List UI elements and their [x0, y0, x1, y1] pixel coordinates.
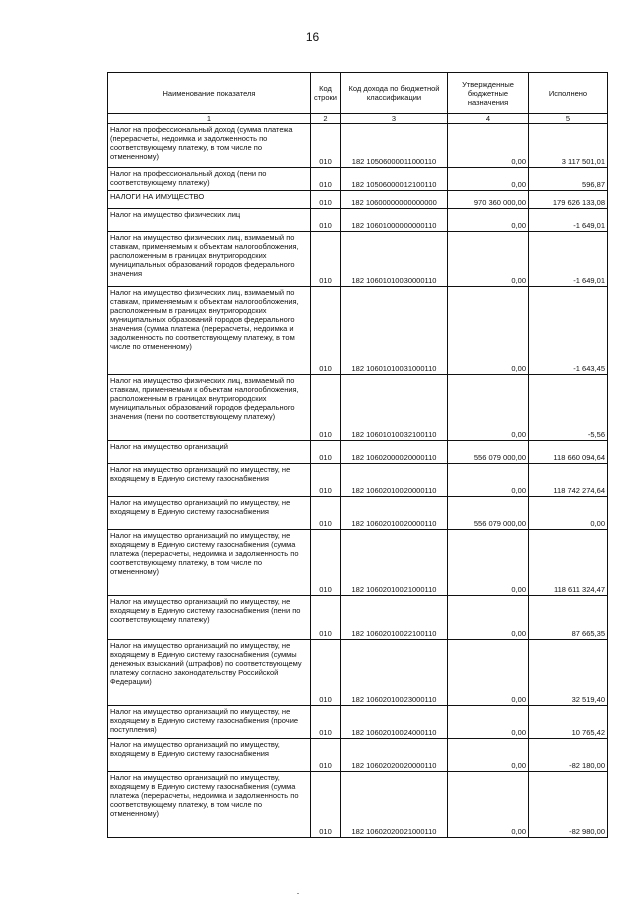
indicator-name: Налог на имущество физических лиц, взимаемый по ставкам, применяемым к объектам налогообложения, расположенным в границах внутригородских муниципальных образований городов федерального значения: [108, 232, 311, 287]
table-row: [108, 191, 608, 209]
table-row: [108, 124, 608, 168]
line-code: 010: [311, 772, 341, 838]
approved-amount: 0,00: [448, 375, 529, 441]
line-code: 010: [311, 287, 341, 375]
approved-amount: 556 079 000,00: [448, 441, 529, 464]
executed-amount: 10 765,42: [529, 706, 608, 739]
approved-amount: 0,00: [448, 640, 529, 706]
column-number: 3: [341, 114, 448, 124]
header-executed: Исполнено: [529, 73, 608, 114]
line-code: 010: [311, 530, 341, 596]
line-code: 010: [311, 191, 341, 209]
executed-amount: 118 660 094,64: [529, 441, 608, 464]
indicator-name: Налог на имущество организаций по имуществу, не входящему в Единую систему газоснабжения (пени по соответствующему платежу): [108, 596, 311, 640]
income-code: 182 10602000020000110: [341, 441, 448, 464]
header-line-code: Код строки: [311, 73, 341, 114]
income-code: 182 10506000011000110: [341, 124, 448, 168]
approved-amount: 0,00: [448, 464, 529, 497]
column-number-row: [108, 114, 608, 124]
report-table: [107, 72, 608, 838]
line-code: 010: [311, 596, 341, 640]
scan-speck: [297, 893, 299, 894]
executed-amount: 3 117 501,01: [529, 124, 608, 168]
line-code: 010: [311, 441, 341, 464]
income-code: 182 10506000012100110: [341, 168, 448, 191]
indicator-name: Налог на имущество организаций по имуществу, входящему в Единую систему газоснабжения (сумма платежа (перерасчеты, недоимка и задолженность по соответствующему платежу, в том числе по отмененному): [108, 772, 311, 838]
income-code: 182 10602020021000110: [341, 772, 448, 838]
indicator-name: Налог на имущество организаций по имуществу, входящему в Единую систему газоснабжения: [108, 739, 311, 772]
income-code: 182 10602010024000110: [341, 706, 448, 739]
table-row: [108, 209, 608, 232]
table-row: [108, 772, 608, 838]
approved-amount: 0,00: [448, 772, 529, 838]
income-code: 182 10602020020000110: [341, 739, 448, 772]
indicator-name: Налог на имущество организаций: [108, 441, 311, 464]
executed-amount: -1 649,01: [529, 232, 608, 287]
line-code: 010: [311, 124, 341, 168]
table-row: [108, 596, 608, 640]
table-row: [108, 497, 608, 530]
executed-amount: 179 626 133,08: [529, 191, 608, 209]
table-row: [108, 287, 608, 375]
approved-amount: 0,00: [448, 232, 529, 287]
column-number: 1: [108, 114, 311, 124]
table-row: [108, 640, 608, 706]
executed-amount: -82 180,00: [529, 739, 608, 772]
indicator-name: Налог на профессиональный доход (сумма платежа (перерасчеты, недоимка и задолженность по соответствующему платежу, в том числе по отмененному): [108, 124, 311, 168]
approved-amount: 0,00: [448, 168, 529, 191]
indicator-name: Налог на имущество организаций по имуществу, не входящему в Единую систему газоснабжения: [108, 497, 311, 530]
indicator-name: Налог на имущество организаций по имуществу, не входящему в Единую систему газоснабжения (сумма платежа (перерасчеты, недоимка и задолженность по соответствующему платежу, в том числе по отмененному): [108, 530, 311, 596]
executed-amount: 118 611 324,47: [529, 530, 608, 596]
table-row: [108, 375, 608, 441]
executed-amount: -1 643,45: [529, 287, 608, 375]
approved-amount: 0,00: [448, 596, 529, 640]
indicator-name: Налог на имущество организаций по имуществу, не входящему в Единую систему газоснабжения (суммы денежных взысканий (штрафов) по соответствующему платежу согласно законодательству Российской Федерации): [108, 640, 311, 706]
approved-amount: 0,00: [448, 287, 529, 375]
table-row: [108, 706, 608, 739]
line-code: 010: [311, 739, 341, 772]
indicator-name: Налог на имущество физических лиц, взимаемый по ставкам, применяемым к объектам налогообложения, расположенным в границах внутригородских муниципальных образований городов федерального значения (сумма платежа (перерасчеты, недоимка и задолженность по соответствующему платежу, в том числе по отмененному): [108, 287, 311, 375]
header-indicator-name: Наименование показателя: [108, 73, 311, 114]
table-row: [108, 464, 608, 497]
indicator-name: Налог на имущество организаций по имуществу, не входящему в Единую систему газоснабжения: [108, 464, 311, 497]
approved-amount: 0,00: [448, 706, 529, 739]
line-code: 010: [311, 209, 341, 232]
income-code: 182 10602010023000110: [341, 640, 448, 706]
table-row: [108, 739, 608, 772]
column-number: 5: [529, 114, 608, 124]
indicator-name: Налог на профессиональный доход (пени по соответствующему платежу): [108, 168, 311, 191]
income-code: 182 10601000000000110: [341, 209, 448, 232]
income-code: 182 10602010020000110: [341, 497, 448, 530]
executed-amount: 87 665,35: [529, 596, 608, 640]
page-number: 16: [305, 30, 320, 44]
indicator-name: Налог на имущество физических лиц: [108, 209, 311, 232]
column-number: 4: [448, 114, 529, 124]
indicator-name: Налог на имущество организаций по имуществу, не входящему в Единую систему газоснабжения (прочие поступления): [108, 706, 311, 739]
income-code: 182 10602010020000110: [341, 464, 448, 497]
table-row: [108, 530, 608, 596]
executed-amount: -5,56: [529, 375, 608, 441]
executed-amount: 32 519,40: [529, 640, 608, 706]
income-code: 182 10602010021000110: [341, 530, 448, 596]
table-row: [108, 441, 608, 464]
line-code: 010: [311, 168, 341, 191]
approved-amount: 0,00: [448, 124, 529, 168]
column-number: 2: [311, 114, 341, 124]
header-approved: Утвержденные бюджетные назначения: [448, 73, 529, 114]
executed-amount: 118 742 274,64: [529, 464, 608, 497]
approved-amount: 0,00: [448, 739, 529, 772]
header-income-code: Код дохода по бюджетной классификации: [341, 73, 448, 114]
income-code: 182 10601010031000110: [341, 287, 448, 375]
line-code: 010: [311, 375, 341, 441]
income-code: 182 10601010032100110: [341, 375, 448, 441]
approved-amount: 556 079 000,00: [448, 497, 529, 530]
income-code: 182 10600000000000000: [341, 191, 448, 209]
line-code: 010: [311, 497, 341, 530]
line-code: 010: [311, 464, 341, 497]
indicator-name: Налог на имущество физических лиц, взимаемый по ставкам, применяемым к объектам налогообложения, расположенным в границах внутригородских муниципальных образований городов федерального значения (пени по соответствующему платежу): [108, 375, 311, 441]
executed-amount: -1 649,01: [529, 209, 608, 232]
income-code: 182 10602010022100110: [341, 596, 448, 640]
income-code: 182 10601010030000110: [341, 232, 448, 287]
executed-amount: 0,00: [529, 497, 608, 530]
indicator-name: НАЛОГИ НА ИМУЩЕСТВО: [108, 191, 311, 209]
table-row: [108, 168, 608, 191]
executed-amount: -82 980,00: [529, 772, 608, 838]
executed-amount: 596,87: [529, 168, 608, 191]
line-code: 010: [311, 232, 341, 287]
approved-amount: 970 360 000,00: [448, 191, 529, 209]
approved-amount: 0,00: [448, 530, 529, 596]
line-code: 010: [311, 640, 341, 706]
header-row: [108, 73, 608, 114]
approved-amount: 0,00: [448, 209, 529, 232]
table-row: [108, 232, 608, 287]
line-code: 010: [311, 706, 341, 739]
